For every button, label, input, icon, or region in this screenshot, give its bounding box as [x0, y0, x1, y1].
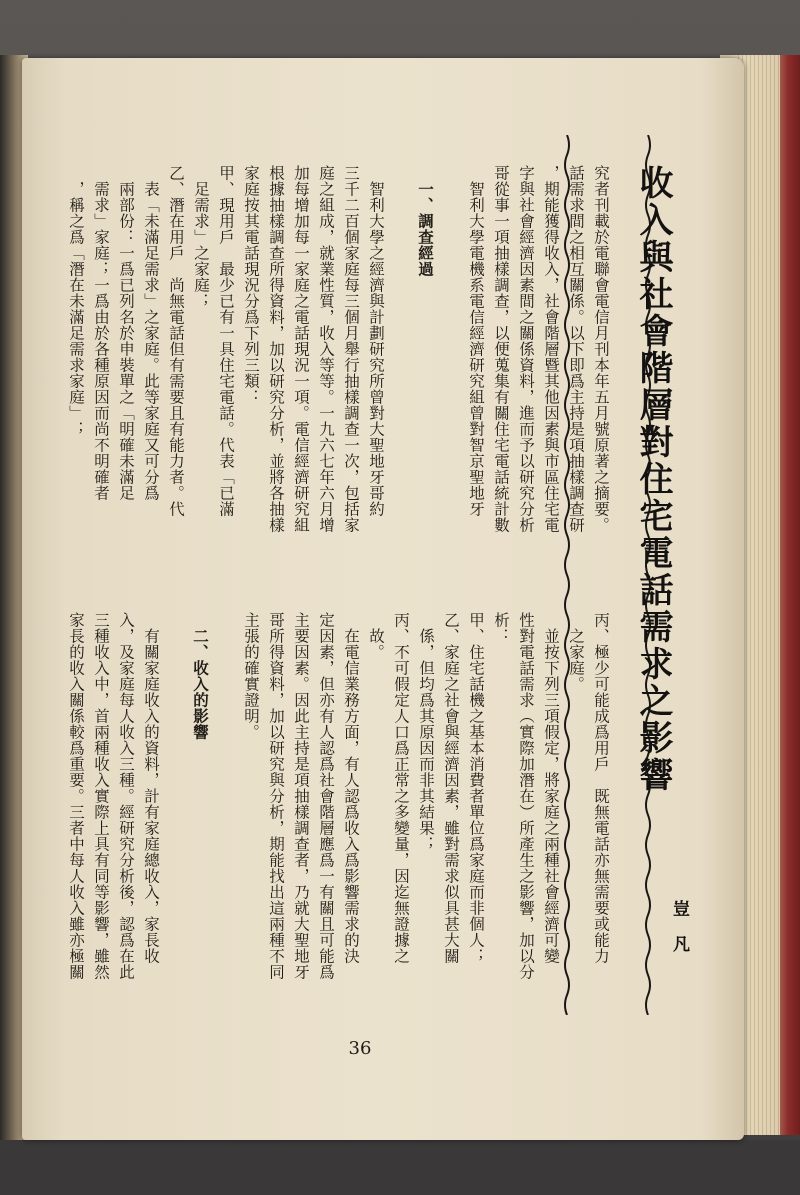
text-line [438, 165, 463, 565]
article-title: 收入與社會階層對住宅電話需求之影響 [633, 165, 673, 794]
article-author: 豈凡 [669, 900, 689, 970]
text-line: 甲、住宅話機之基本消費者單位爲家庭而非個人； [467, 612, 485, 964]
text-line: 究者刊載於電聯會電信月刊本年五月號原著之摘要。 [592, 165, 610, 533]
text-line: 智利大學之經濟與計劃研究所曾對大聖地牙哥約 [367, 165, 385, 517]
text-line: 在電信業務方面，有人認爲收入爲影響需求的決 [342, 612, 360, 964]
text-line [388, 165, 413, 565]
text-line: 性對電話需求（實際加潛在）所產生之影響，加以分 [517, 612, 535, 980]
text-line: 話需求間之相互關係。以下即爲主持是項抽樣調查研 [567, 165, 585, 533]
section-heading: 二、收入的影響 [191, 612, 210, 740]
text-line: 有關家庭收入的資料，計有家庭總收入，家長收 [142, 612, 160, 964]
text-line [213, 612, 238, 1022]
text-line: 表「未滿足需求」之家庭。此等家庭又可分爲 [142, 165, 160, 501]
scan-bottom-shadow [0, 1140, 800, 1195]
text-line: 需求」家庭；一爲由於各種原因而尚不明確者 [92, 165, 110, 501]
text-line: 家庭按其電話現況分爲下列三類： [242, 165, 260, 405]
text-line: 析： [492, 612, 510, 644]
page-number: 36 [348, 1038, 372, 1059]
text-line: 丙、極少可能成爲用戶 既無電話亦無需要或能力 [592, 612, 610, 964]
text-line: 字與社會經濟因素間之關係資料，進而予以研究分析 [517, 165, 535, 533]
text-line: 足需求」之家庭； [192, 165, 210, 309]
text-line: 乙、潛在用戶 尚無電話但有需要且有能力者。代 [167, 165, 185, 517]
text-line: 三千二百個家庭每三個月舉行抽樣調查一次，包括家 [342, 165, 360, 533]
text-line: 乙、家庭之社會與經濟因素，雖對需求似具甚大關 [442, 612, 460, 964]
text-line: 家長的收入關係較爲重要。三者中每人收入雖亦極關 [67, 612, 85, 980]
text-line: 加每增加每一家庭之電話現況一項。電信經濟研究組 [292, 165, 310, 533]
text-line: 故。 [367, 612, 385, 660]
text-line: 甲、現用戶 最少已有一具住宅電話。代表「已滿 [217, 165, 235, 517]
text-line: 庭之組成，就業性質，收入等等。一九六七年六月增 [317, 165, 335, 533]
text-line: 主張的確實證明。 [242, 612, 260, 740]
text-line: 入，及家庭每人收入三種。經研究分析後，認爲在此 [117, 612, 135, 980]
text-line: 根據抽樣調查所得資料，加以研究分析，並將各抽樣 [267, 165, 285, 533]
text-line: 丙、不可假定人口爲正常之多變量，因迄無證據之 [392, 612, 410, 964]
text-line: 三種收入中，首兩種收入實際上具有同等影響，雖然 [92, 612, 110, 980]
section-heading: 一、調查經過 [416, 165, 435, 277]
text-line: 主要因素。因此主持是項抽樣調查者，乃就大聖地牙 [292, 612, 310, 980]
text-line: 並按下列三項假定，將家庭之兩種社會經濟可變 [542, 612, 560, 964]
article-body-upper [63, 165, 613, 565]
text-line: ，稱之爲「潛在未滿足需求家庭」； [67, 165, 85, 437]
text-line: 智利大學電機系電信經濟研究組曾對智京聖地牙 [467, 165, 485, 517]
text-line: 之家庭。 [567, 612, 585, 692]
text-line: 定因素，但亦有人認爲社會階層應爲一有關且可能爲 [317, 612, 335, 980]
text-line: ，期能獲得收入，社會階層暨其他因素與市區住宅電 [542, 165, 560, 533]
text-line: 係，但均爲其原因而非其結果； [417, 612, 435, 852]
text-line: 哥所得資料，加以研究與分析，期能找出這兩種不同 [267, 612, 285, 980]
text-line: 哥從事一項抽樣調查，以便蒐集有關住宅電話統計數 [492, 165, 510, 533]
article-body-lower [63, 612, 613, 1022]
text-line [163, 612, 188, 1022]
text-line: 兩部份：一爲已列名於申裝單之「明確未滿足 [117, 165, 135, 501]
